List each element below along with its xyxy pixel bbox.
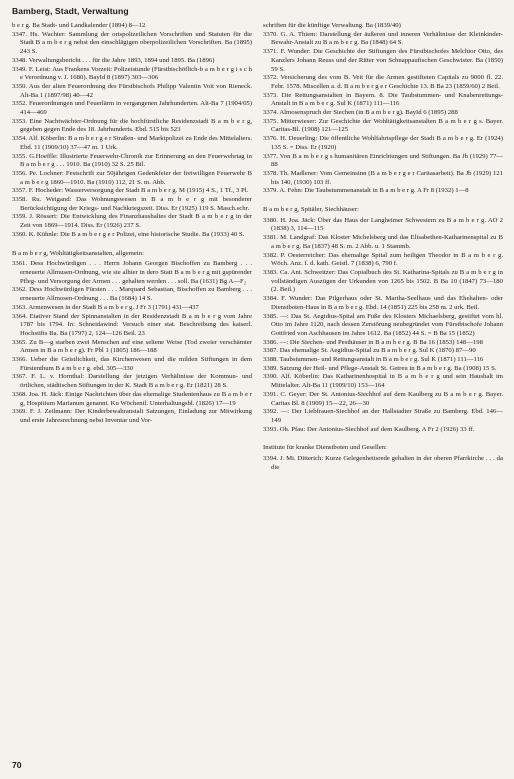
bibliography-entry: 3383. Ca. Ant. Schweitzer: Das Copialbuch des St. Katharina-Spitals zu B a m b e r g in vollständigen Auszügen der Urkunden von 1265 bis 1502. B Ba 10 (1847) 73—180 (2. Beil.)	[263, 268, 503, 294]
section-gap	[263, 196, 503, 202]
bibliography-entry: 3392. —: Der Liebfrauen-Siechhof an der Hallstadter Straße zu Bamberg. Ebd. 146—149	[263, 408, 503, 424]
right-column	[263, 22, 503, 472]
bibliography-entry: 3359. J. Rössert: Die Entwicklung des Finanzhaushaltes der Stadt B a m b e r g in der Zeit von 1869—1914. Diss. Er (1926) 237 S.	[12, 213, 252, 230]
bibliography-entry: 3357. F. Hocheder: Wasserversorgung der Stadt B a m b e r g. M (1915) 4 S., 1 Tf., 3 Pl.	[12, 187, 249, 195]
bibliography-entry: 3380. H. Joa. Jäck: Über das Haus der Langheimer Schwestern zu B a m b e r g. AO 2 (1838) 3, 114—115	[263, 216, 503, 233]
page-number: 70	[12, 760, 22, 770]
bibliography-entry: 3388. Taubstummen- und Rettungsanstalt in B a m b e r g. Sul K (1871) 111—116	[263, 356, 484, 364]
bibliography-entry: 3379. A. Fehn: Die Taubstummenanstalt in B a m b e r g. A Fr 8 (1932) 1—8	[263, 187, 469, 195]
bibliography-entry: 3360. K. Kühnle: Die B a m b e r g e r Polizei, eine historische Studie. Ba (1933) 40 S.	[12, 230, 245, 238]
bibliography-entry: 3347. Hs. Wachter: Sammlung der ortspolizeilichen Vorschriften und Statuten für die Stadt B a m b e r g nebst den einschlägigen oberpolizeilichen Vorschriften. Ba (1895) 243 S.	[12, 30, 252, 56]
bibliography-entry: 3371. F. Wunder: Die Geschichte der Stiftungen des Fürstbischofes Melchior Otto, des Kanzlers Johann Reuss und der Ritter von Schnappaufischen Geschwister. Ba (1850) 59 S.	[263, 48, 503, 73]
section-gap	[263, 434, 503, 440]
bibliography-entry: 3375. Mitterwieser: Zur Geschichte der Wohltätigkeitsanstalten B a m b e r g s. Bayer. Caritas-Bl. (1908) 121—125	[263, 117, 503, 134]
section-heading: B a m b e r g, Wohltätigkeitsanstalten, allgemein:	[12, 249, 144, 257]
bibliography-entry: 3368. Joa. H. Jäck: Einige Nachrichten über das ehemalige Studentenhaus zu B a m b e r g, Hospitium Marianum genannt. Ku Wöchentl. Unterhaltungsbl. (1826) 17—19	[12, 390, 252, 407]
bibliography-entry: 3356. Pe. Lochner: Festschrift zur 50jährigen Gedenkfeier der freiwilligen Feuerwehr B a m b e r g 1860—1910. Ba (1910) 112, 21 S. m. Abb.	[12, 169, 252, 186]
bibliography-entry: 3394. J. Mi. Ditterich: Kurze Gelegenheitsrede gehalten in der oberen Pfarrkirche . . . da die	[263, 455, 503, 471]
bibliography-entry: 3377. Von B a m b e r g s humanitären Einrichtungen und Stiftungen. Ba Jb (1929) 77—88	[263, 152, 503, 169]
section-gap	[12, 240, 252, 246]
bibliography-entry: 3365. Zu B—g starben zwei Menschen auf eine seltene Weise (Tod zweier verschämter Armen in B a m b e r g). Fr Pbl 1 (1805) 186—188	[12, 338, 252, 355]
section-heading: Institute für kranke Dienstboten und Gesellen:	[263, 444, 387, 452]
bibliography-entry: 3378. Th. Madlener: Vom Gemeinsinn (B a m b e r g e r Caritasarbeit). Ba Jb (1929) 121 bis 140, (1930) 103 ff.	[263, 169, 503, 186]
bibliography-entry: b e r g. Ba Stadt- und Landkalender (1894) 8—12	[12, 22, 146, 29]
bibliography-entry: schriften für die künftige Verwaltung. Ba (1839/40)	[263, 22, 401, 29]
bibliography-entry: 3393. Oh. Pfau: Der Antonius-Siechhof auf dem Kaulberg. A Fr 2 (1926) 33 ff.	[263, 425, 475, 433]
bibliography-entry: 3382. P. Oesterreicher: Das ehemalige Spital zum heiligen Theodor in B a m b e r g. Wöch. Anz. f. d. kath. Geistl. 7 (1838) 6, 790 f.	[263, 251, 503, 268]
bibliography-entry: 3390. Alf. Köberlin: Das Katharinenhospital in B a m b e r g und sein Haushalt im Mittelalter. Alt-Ba 11 (1909/10) 153—164	[263, 373, 503, 390]
bibliography-entry: 3385. —: Das St. Aegidius-Spital am Fuße des Klosters Michaelsberg, gestiftet vom hl. Otto im Jahre 1120, nach dessen Zerstörung neubegründet vom Fürstbischofe Johann Gottfried von Aschhausen im Jahre 1612. Ba (1852) 44 S. = B Ba 15 (1852)	[263, 312, 503, 337]
bibliography-entry: 3370. G. A. Thiem: Darstellung der äußeren und inneren Verhältnisse der Kleinkinder-Bewahr-Anstalt zu B a m b e r g. Ba (1848) 64 S.	[263, 30, 503, 47]
bibliography-entry: 3348. Verwaltungsbericht . . . für die Jahre 1893, 1894 und 1895. Ba (1896)	[12, 56, 215, 64]
bibliography-entry: 3358. Ru. Weigand: Das Wohnungswesen in B a m b e r g mit besonderer Berücksichtigung der Kriegs- und Nachkriegszeit. Diss. Er (1925) 119 S. Masch.schr.	[12, 196, 252, 212]
bibliography-entry: 3374. Almosenspruch der Siechen (in B a m b e r g). BayId 6 (1895) 288	[263, 109, 458, 117]
section-heading: B a m b e r g, Spitäler, Siechhäuser:	[263, 206, 359, 214]
bibliography-entry: 3350. Aus der alten Feuerordnung des Fürstbischofs Philipp Valentin Voit von Rieneck. Alt-Ba 1 (1897/98) 40—42	[12, 82, 252, 99]
bibliography-entry: 3362. Dess Hochwürdigen Fürsten . . . Marquard Sebastian, Bischoffen zu Bamberg . . . erneuerte Allmosen-Ordnung . . . Ba (1684) 14 S.	[12, 286, 252, 303]
left-column	[12, 22, 252, 426]
bibliography-entry: 3369. F. J. Zeilmann: Der Kinderbewahranstalt Satzungen, Einladung zur Mitwirkung und erste Jahresrechnung nebst Inventar und Vor-	[12, 408, 252, 424]
bibliography-entry: 3384. F. Wunder: Das Pilgerhaus oder St. Martha-Seelhaus und das Ehehalten- oder Dienstboten-Haus in B a m b e r g. Ebd. 14 (1851) 225 bis 258 m. 2 urk. Beil.	[263, 295, 503, 311]
bibliography-entry: 3364. Etativer Stand der Spinnanstalten in der Residenzstadt B a m b e r g vom Jahre 1787 bis 1794. In: Schneidawind: Versuch einer stat. Beschreibung des kaiserl. Hochstifts Ba. Ba (1797) 2, 124—126 Beil. 23	[12, 312, 252, 337]
page-header: Bamberg, Stadt, Verwaltung	[12, 6, 129, 16]
bibliography-entry: 3355. G.Hoeffle: Illustrierte Feuerwehr-Chronik zur Erinnerung an den Feuerwehrtag in B a m b e r g . . . 1910. Ba (1910) 32 S. 25 Bil.	[12, 152, 252, 169]
bibliography-entry: 3367. F. L. v. Hornthal: Darstellung der jetzigen Verhältnisse der Kommun- und örtlichen, städtischen Stiftungen in der K. Stadt B a m b e r g. Er (1821) 28 S.	[12, 373, 252, 390]
bibliography-entry: 3386. —: Die Siechen- und Pesthäuser in B a m b e r g. B Ba 16 (1853) 148—198	[263, 338, 483, 346]
bibliography-entry: 3353. Eine Nachtwächter-Ordnung für die hochfürstliche Residenzstadt B a m b e r g, gegeben gegen Ende des 18. Jahrhunderts. Ebd. 515 bis 523	[12, 117, 252, 134]
bibliography-entry: 3387. Das ehemalige St. Aegidius-Spital zu B a m b e r g. Sul K (1870) 87—90	[263, 347, 476, 355]
bibliography-entry: 3381. M. Landgraf: Das Kloster Michelsberg und das Elisabethen-Katharinenspital zu B a m b e r g. Ba (1837) 48 S. m. 2 Abb. u. 1 Stammb.	[263, 234, 503, 250]
bibliography-entry: 3391. C. Geyer: Der St. Antonius-Siechhof auf dem Kaulberg zu B a m b e r g. Bayer. Caritas Bl. 8 (1909) 15—22, 26—30	[263, 390, 503, 407]
bibliography-entry: 3349. F. Leist: Aus Frankens Vorzeit: Polizeistunde (Fürstbischöflich-b a m b e r g i s c h e Verordnung v. J. 1680). BayId 8 (1897) 303—306	[12, 65, 252, 82]
bibliography-entry: 3376. H. Deuerling: Die öffentliche Wohlfahrtspflege der Stadt B a m b e r g. Er (1924) 135 S. = Diss. Er (1920)	[263, 135, 503, 151]
bibliography-entry: 3363. Armenwesen in der Stadt B a m b e r g. J Fr 3 (1791) 431—437	[12, 303, 199, 311]
bibliography-entry: 3352. Feuerordnungen und Feuerlärm in vergangenen Jahrhunderten. Alt-Ba 7 (1904/05) 414—469	[12, 100, 252, 117]
bibliography-entry: 3354. Alf. Köberlin: B a m b e r g e r Straßen- und Marktpolizei zu Ende des Mittelalters. Ebd. 11 (1909/10) 37—47 m. 1 Urk.	[12, 135, 252, 151]
bibliography-entry: 3389. Satzung der Heil- und Pflege-Anstalt St. Getreu in B a m b e r g. Ba (1908) 15 S.	[263, 364, 497, 372]
bibliography-entry: 3361. Dess Hochwürdigen . . . Herrn Johann Georgen Bischoffen zu Bamberg . . . erneuerte Allmusen-Ordnung, wie sie alhier in dero Statt B a m b e r g mit gspürender Pfleg- und Versorgung der Armen . . . gehalten werden . . . soll. Ba (1631) Bg A—F₂	[12, 260, 252, 285]
bibliography-entry: 3373. Die Rettungsanstalten in Bayern. 8. Die Taubstummen- und Knabenrettungs-Anstalt in B a m b e r g. Sul K (1871) 111—116	[263, 91, 503, 108]
bibliography-entry: 3372. Versicherung des vom B. Veit für die Armen gestifteten Capitals zu 9000 fl. 22. Febr. 1578. Miscellen a. d. B a m b e r g e r Geschichte 13. B Ba 23 (1859/60) 2 Beil.	[263, 74, 503, 90]
bibliography-entry: 3366. Ueber die Geistlichkeit, das Kirchenwesen und die milden Stiftungen in dem Fürstenthum B a m b e r g. ebd. 305—330	[12, 356, 252, 372]
